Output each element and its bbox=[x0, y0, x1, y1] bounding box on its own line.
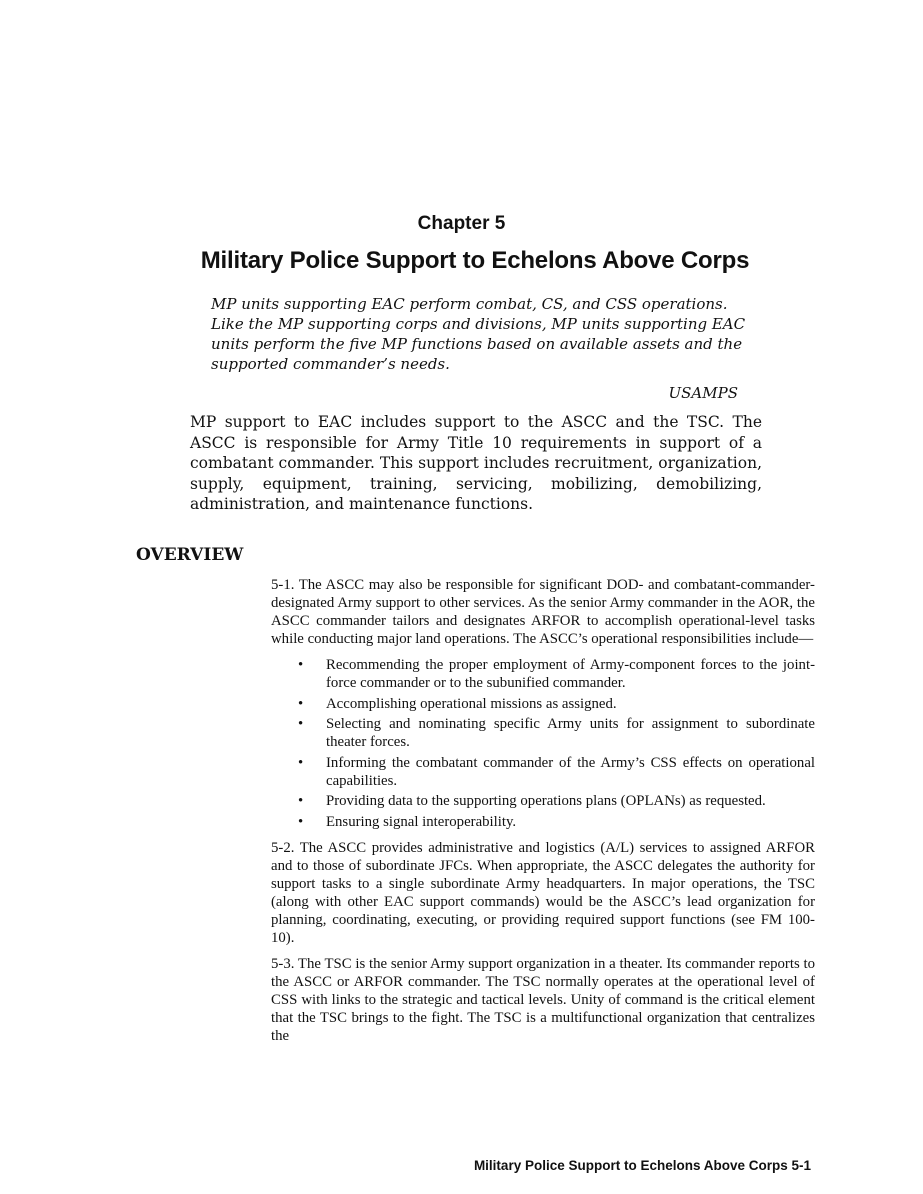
bullet-icon: • bbox=[298, 657, 304, 673]
section-body bbox=[271, 576, 815, 1053]
list-item-text: Selecting and nominating specific Army units for assignment to subordinate theater forces. bbox=[326, 716, 815, 750]
intro-text: MP support to EAC includes support to the ASCC and the TSC. The ASCC is responsible for Army Title 10 requirements in support of a combatant commander. This support includes recruitment, organization, supply, equipment, training, servicing, mobilizing, demobilizing, administration, and maintenance functions. bbox=[190, 413, 762, 513]
paragraph-5-3: 5-3. The TSC is the senior Army support organization in a theater. Its commander reports to the ASCC or ARFOR commander. The TSC normally operates at the operational level of CSS with links to the strategic and tactical levels. Unity of command is the critical element that the TSC brings to the fight. The TSC is a multifunctional organization that centralizes the bbox=[271, 955, 815, 1044]
epigraph-attribution: USAMPS bbox=[668, 384, 738, 402]
epigraph bbox=[211, 294, 751, 374]
responsibilities-list bbox=[271, 656, 815, 831]
intro-paragraph bbox=[190, 412, 762, 515]
list-item-text: Providing data to the supporting operations plans (OPLANs) as requested. bbox=[326, 793, 766, 809]
list-item-text: Informing the combatant commander of the Army’s CSS effects on operational capabilities. bbox=[326, 754, 815, 789]
list-item bbox=[271, 695, 815, 713]
list-item-text: Ensuring signal interoperability. bbox=[326, 813, 517, 830]
list-item bbox=[271, 754, 815, 790]
section-heading: OVERVIEW bbox=[136, 545, 244, 565]
bullet-icon: • bbox=[298, 754, 304, 771]
list-item-text: Accomplishing operational missions as assigned. bbox=[326, 695, 617, 712]
bullet-icon: • bbox=[298, 813, 304, 830]
bullet-icon: • bbox=[298, 716, 304, 732]
list-item bbox=[271, 792, 815, 810]
list-item-text: Recommending the proper employment of Army-component forces to the joint-force commander or to the subunified commander. bbox=[326, 657, 815, 691]
paragraph-5-2: 5-2. The ASCC provides administrative and logistics (A/L) services to assigned ARFOR and to those of subordinate JFCs. When appropriate, the ASCC delegates the authority for support tasks to a single subordinate Army headquarters. In major operations, the TSC (along with other EAC support commands) would be the ASCC’s lead organization for planning, coordinating, executing, or providing required support functions (see FM 100-10). bbox=[271, 839, 815, 946]
chapter-title: Military Police Support to Echelons Above Corps bbox=[200, 247, 750, 274]
bullet-icon: • bbox=[298, 695, 304, 712]
list-item bbox=[271, 813, 815, 831]
epigraph-text: MP units supporting EAC perform combat, CS, and CSS operations. Like the MP supporting corps and divisions, MP units supporting EAC units perform the five MP functions based on available assets and the supported commander’s needs. bbox=[211, 295, 746, 373]
paragraph-5-1: 5-1. The ASCC may also be responsible for significant DOD- and combatant-commander-designated Army support to other services. As the senior Army commander in the AOR, the ASCC commander tailors and designates ARFOR to accomplish operational-level tasks while conducting major land operations. The ASCC’s operational responsibilities include— bbox=[271, 577, 815, 647]
list-item bbox=[271, 715, 815, 751]
bullet-icon: • bbox=[298, 793, 304, 809]
page-footer: Military Police Support to Echelons Above Corps 5-1 bbox=[473, 1158, 811, 1173]
chapter-label: Chapter 5 bbox=[417, 213, 506, 234]
list-item bbox=[271, 656, 815, 692]
